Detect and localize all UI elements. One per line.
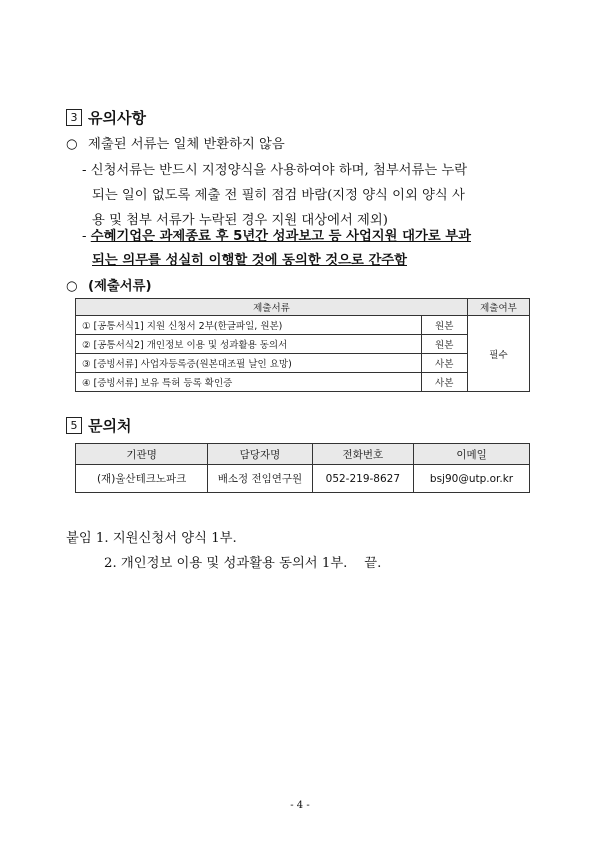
header-cell: 제출여부 [467, 299, 529, 316]
table-row [76, 354, 530, 373]
attachment-line: 붙임 1. 지원신청서 양식 1부. [66, 531, 237, 546]
doc-item-cell: ① [공통서식1] 지원 신청서 2부(한글파일, 원본) [76, 316, 422, 335]
header-cell: 이메일 [414, 444, 530, 465]
doc-type-cell: 사본 [421, 373, 467, 392]
dash-item-emphasis [82, 225, 471, 244]
dash-item-line: 용 및 첨부 서류가 누락된 경우 지원 대상에서 제외) [92, 213, 388, 228]
bullet-text: (제출서류) [88, 279, 152, 294]
header-cell: 제출서류 [76, 299, 468, 316]
doc-type-cell: 사본 [421, 354, 467, 373]
header-cell: 전화번호 [312, 444, 413, 465]
required-cell: 필수 [467, 316, 529, 392]
documents-table [75, 298, 530, 392]
doc-item-cell: ④ [증빙서류] 보유 특허 등록 확인증 [76, 373, 422, 392]
table-row [76, 373, 530, 392]
header-cell: 담당자명 [208, 444, 312, 465]
doc-type-cell: 원본 [421, 335, 467, 354]
emphasis-text: 되는 의무를 성실히 이행할 것에 동의한 것으로 간주함 [92, 253, 407, 268]
section-3-heading [66, 107, 146, 128]
circle-bullet-icon: ○ [66, 137, 78, 152]
section-title: 문의처 [88, 417, 132, 435]
dash-item-emphasis [92, 249, 407, 268]
header-cell: 기관명 [76, 444, 208, 465]
bullet-item [66, 133, 285, 152]
section-number-box: 5 [66, 417, 82, 434]
doc-item-cell: ③ [증빙서류] 사업자등록증(원본대조필 날인 요망) [76, 354, 422, 373]
email-cell: bsj90@utp.or.kr [414, 465, 530, 493]
page-number: - 4 - [290, 800, 310, 811]
bullet-text: 제출된 서류는 일체 반환하지 않음 [88, 137, 285, 152]
bullet-item [66, 275, 152, 294]
phone-cell: 052-219-8627 [312, 465, 413, 493]
emphasis-text: 수혜기업은 과제종료 후 5년간 성과보고 등 사업지원 대가로 부과 [90, 229, 471, 244]
attachment-line: 2. 개인정보 이용 및 성과활용 동의서 1부. 끝. [104, 556, 382, 571]
org-cell: (재)울산테크노파크 [76, 465, 208, 493]
dash-item-line: 되는 일이 없도록 제출 전 필히 점검 바람(지정 양식 이외 양식 사 [92, 188, 465, 203]
table-row [76, 316, 530, 335]
table-header-row [76, 299, 530, 316]
contact-table [75, 443, 530, 493]
contact-person-cell: 배소정 전임연구원 [208, 465, 312, 493]
circle-bullet-icon: ○ [66, 279, 78, 294]
table-row [76, 465, 530, 493]
dash-prefix: - [82, 229, 91, 244]
doc-type-cell: 원본 [421, 316, 467, 335]
table-header-row [76, 444, 530, 465]
section-5-heading [66, 415, 131, 436]
dash-item-line: - 신청서류는 반드시 지정양식을 사용하여야 하며, 첨부서류는 누락 [82, 163, 468, 178]
doc-item-cell: ② [공통서식2] 개인정보 이용 및 성과활용 동의서 [76, 335, 422, 354]
section-title: 유의사항 [88, 109, 146, 127]
section-number-box: 3 [66, 109, 82, 126]
table-row [76, 335, 530, 354]
